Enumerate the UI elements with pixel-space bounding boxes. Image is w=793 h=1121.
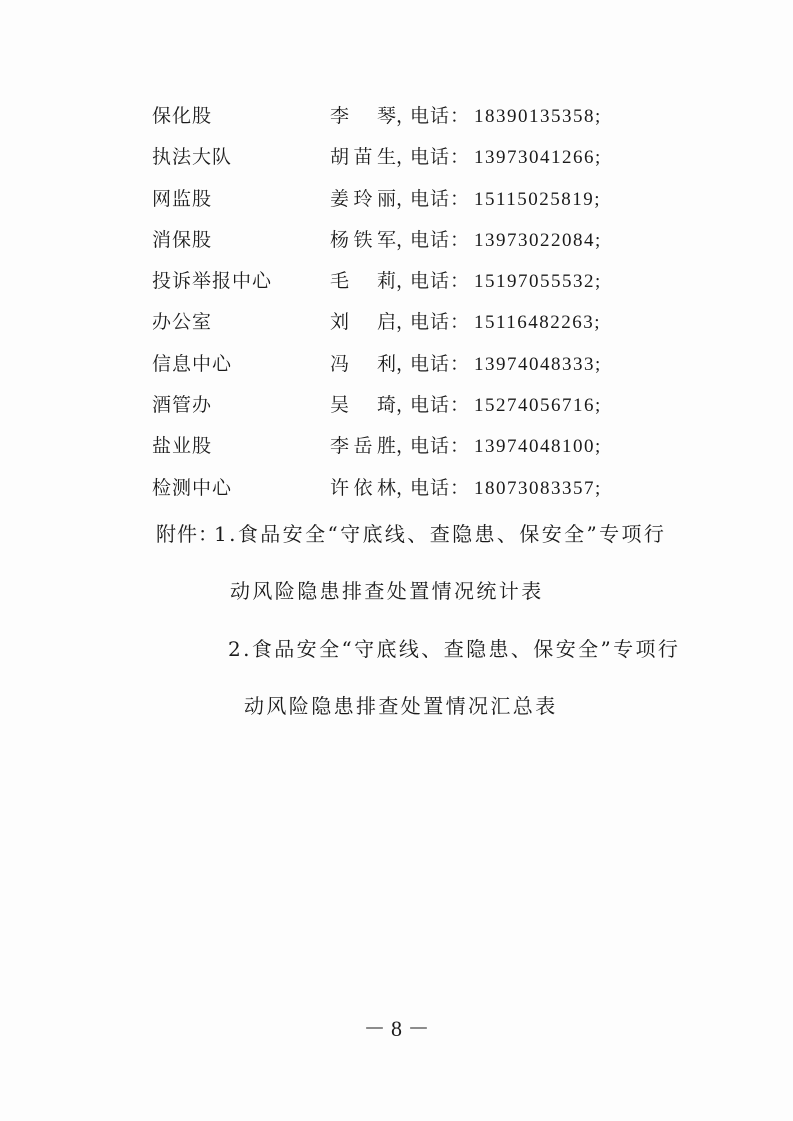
department-name: 保化股 bbox=[152, 105, 213, 127]
phone-number: 15116482263; bbox=[474, 312, 602, 334]
contact-person: 毛 莉 ， 电话： 15197055532; bbox=[330, 261, 602, 302]
person-name: 冯 利 bbox=[330, 352, 396, 375]
phone-label: 电话： bbox=[410, 105, 471, 127]
contact-row bbox=[152, 468, 672, 509]
phone-number: 15274056716; bbox=[474, 395, 602, 417]
attachment-title-line1: 2.食品安全“守底线、查隐患、保安全”专项行 bbox=[228, 637, 681, 661]
phone-number: 13973022084; bbox=[474, 229, 602, 251]
contact-row bbox=[152, 385, 672, 426]
attachment-item bbox=[214, 514, 694, 611]
person-name: 李 琴 bbox=[330, 105, 396, 127]
contact-row bbox=[152, 137, 672, 178]
contact-row bbox=[152, 344, 672, 385]
department-name: 执法大队 bbox=[152, 146, 233, 169]
contact-row bbox=[152, 261, 672, 302]
phone-label: 电话： bbox=[410, 394, 471, 417]
department-name: 网监股 bbox=[152, 187, 213, 210]
phone-label: 电话： bbox=[410, 476, 471, 499]
phone-label: 电话： bbox=[410, 187, 471, 210]
person-name: 毛 莉 bbox=[330, 270, 396, 293]
phone-number: 15115025819; bbox=[474, 188, 602, 210]
phone-number: 13973041266; bbox=[474, 147, 602, 169]
contact-row bbox=[152, 426, 672, 467]
contact-person: 冯 利 ， 电话： 13974048333; bbox=[330, 344, 602, 385]
phone-label: 电话： bbox=[410, 352, 471, 375]
person-name: 刘 启 bbox=[330, 311, 396, 334]
person-name: 吴 琦 bbox=[330, 394, 396, 417]
contact-person: 刘 启 ， 电话： 15116482263; bbox=[330, 302, 601, 343]
department-name: 信息中心 bbox=[152, 352, 233, 375]
contact-person: 李 琴 ， 电话： 18390135358; bbox=[330, 96, 602, 137]
contact-person: 姜玲丽 ， 电话： 15115025819; bbox=[330, 179, 601, 220]
department-name: 办公室 bbox=[152, 311, 213, 334]
attachment-title-line1: 1.食品安全“守底线、查隐患、保安全”专项行 bbox=[214, 522, 667, 546]
department-name: 消保股 bbox=[152, 228, 213, 251]
person-name: 姜玲丽 bbox=[330, 187, 396, 210]
attachment-item bbox=[228, 629, 708, 726]
contact-row bbox=[152, 302, 672, 343]
contact-person: 许依林 ， 电话： 18073083357; bbox=[330, 468, 602, 509]
person-name: 李岳胜 bbox=[330, 435, 396, 458]
contact-list bbox=[152, 96, 672, 509]
phone-number: 18073083357; bbox=[474, 477, 602, 499]
phone-label: 电话： bbox=[410, 228, 471, 251]
contact-person: 吴 琦 ， 电话： 15274056716; bbox=[330, 385, 602, 426]
department-name: 盐业股 bbox=[152, 435, 213, 458]
contact-row bbox=[152, 220, 672, 261]
phone-label: 电话： bbox=[410, 270, 471, 293]
phone-number: 18390135358; bbox=[474, 106, 602, 127]
person-name: 胡苗生 bbox=[330, 146, 396, 169]
phone-number: 13974048333; bbox=[474, 353, 602, 375]
attachment-title-line2: 动风险隐患排查处置情况汇总表 bbox=[244, 694, 558, 718]
person-name: 许依林 bbox=[330, 476, 396, 499]
person-name: 杨铁军 bbox=[330, 228, 396, 251]
phone-number: 15197055532; bbox=[474, 271, 602, 293]
contact-row bbox=[152, 96, 672, 137]
contact-person: 李岳胜 ， 电话： 13974048100; bbox=[330, 426, 602, 467]
phone-number: 13974048100; bbox=[474, 436, 602, 458]
page-number: － 8 － bbox=[363, 1016, 430, 1041]
contact-row bbox=[152, 179, 672, 220]
department-name: 检测中心 bbox=[152, 476, 233, 499]
contact-person: 胡苗生 ， 电话： 13973041266; bbox=[330, 137, 602, 178]
phone-label: 电话： bbox=[410, 146, 471, 169]
attachment-title-line2: 动风险隐患排查处置情况统计表 bbox=[230, 579, 544, 603]
phone-label: 电话： bbox=[410, 311, 471, 334]
attachments-label: 附件： bbox=[156, 522, 219, 546]
department-name: 投诉举报中心 bbox=[152, 270, 273, 293]
phone-label: 电话： bbox=[410, 435, 471, 458]
contact-person: 杨铁军 ， 电话： 13973022084; bbox=[330, 220, 602, 261]
department-name: 酒管办 bbox=[152, 394, 213, 417]
